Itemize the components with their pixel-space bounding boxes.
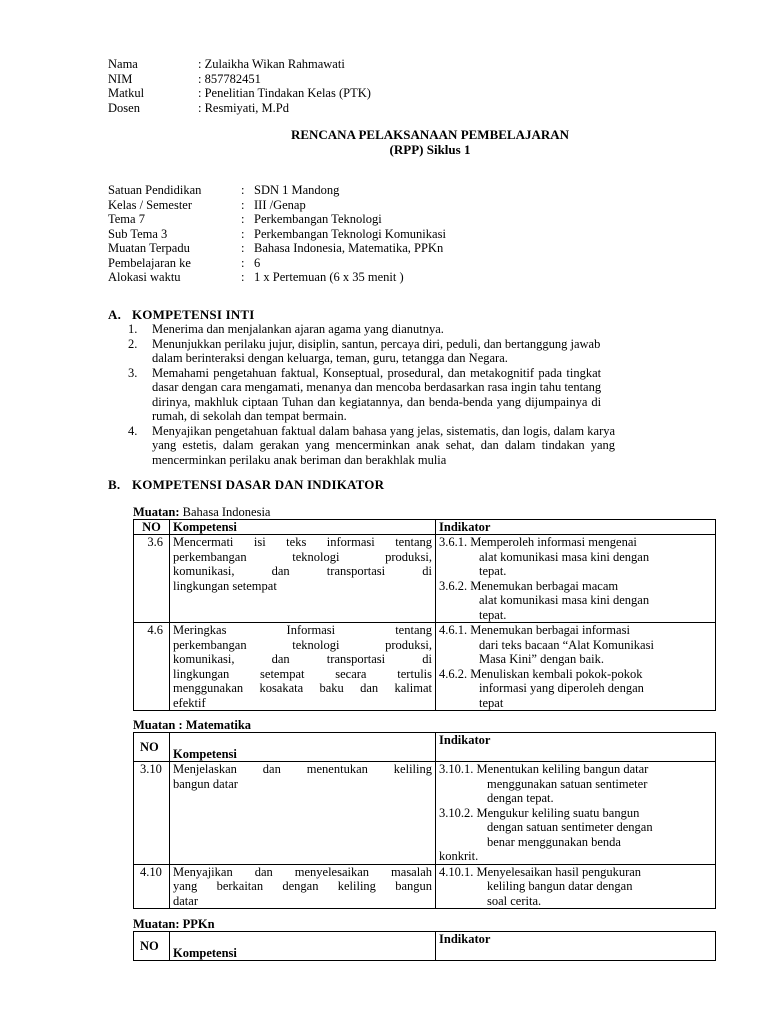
section-letter: B.	[108, 477, 121, 492]
cell-kompetensi	[170, 762, 436, 865]
info-label: Alokasi waktu	[108, 270, 181, 284]
list-text	[152, 322, 444, 337]
cell-line: perkembangan teknologi produksi,	[173, 549, 432, 564]
info-row	[108, 241, 446, 256]
identity-block	[108, 57, 371, 115]
list-number: 2.	[128, 336, 138, 351]
cell-line: Menyajikan dan menyelesaikan masalah	[173, 864, 432, 879]
cell-line: tepat.	[479, 564, 507, 578]
table-row	[134, 623, 716, 711]
table-header-row	[134, 733, 716, 762]
info-value: Perkembangan Teknologi Komunikasi	[254, 226, 446, 241]
cell-line: soal cerita.	[487, 893, 542, 908]
header-indikator: Indikator	[436, 733, 716, 762]
info-block	[108, 183, 446, 285]
table-row	[134, 535, 716, 623]
info-label: Sub Tema 3	[108, 226, 168, 241]
header-no: NO	[134, 733, 170, 762]
info-row	[108, 212, 446, 227]
header-kompetensi: Kompetensi	[170, 932, 436, 961]
list-item	[128, 366, 714, 424]
info-label: Satuan Pendidikan	[108, 183, 202, 197]
identity-row-nama	[108, 57, 371, 72]
info-row	[108, 227, 446, 242]
cell-line: 3.6.2. Menemukan berbagai macam	[439, 578, 619, 593]
section-b-heading	[108, 478, 384, 492]
table-row	[134, 762, 716, 865]
cell-line: 4.6.2. Menuliskan kembali pokok-pokok	[439, 666, 643, 681]
cell-kompetensi	[170, 535, 436, 623]
muatan-bahasa-indonesia-label	[133, 505, 270, 519]
info-label: Pembelajaran ke	[108, 255, 191, 270]
cell-line: Masa Kini” dengan baik.	[479, 652, 604, 666]
list-line: dirinya, makhluk ciptaan Tuhan dan kegiatannya, dan benda-benda yang dijumpainya di	[152, 394, 602, 409]
header-kompetensi: Kompetensi	[170, 520, 436, 535]
cell-kompetensi	[170, 623, 436, 711]
list-line: dasar dengan cara mengamati, menanya dan mencoba berdasarkan rasa ingin tahu tentang	[152, 380, 602, 394]
list-line: Menyajikan pengetahuan faktual dalam bahasa yang jelas, sistematis, dan logis, dalam karya	[152, 423, 616, 438]
cell-line: menggunakan satuan sentimeter	[487, 776, 648, 791]
cell-line: 3.10.2. Mengukur keliling suatu bangun	[439, 805, 640, 820]
cell-line: menggunakan kosakata baku dan kalimat	[173, 681, 432, 695]
cell-indikator	[436, 864, 716, 909]
info-label: Muatan Terpadu	[108, 241, 190, 255]
section-a-heading	[108, 308, 255, 322]
list-number: 3.	[128, 365, 138, 380]
list-item	[128, 337, 714, 366]
table-row	[134, 864, 716, 909]
info-label: Kelas / Semester	[108, 197, 193, 212]
cell-line: alat komunikasi masa kini dengan	[479, 593, 650, 607]
kompetensi-inti-list	[128, 322, 714, 467]
cell-line: Meringkas Informasi tentang	[173, 623, 432, 637]
muatan-label: Muatan: PPKn	[133, 917, 215, 931]
list-text	[152, 366, 601, 424]
document-subtitle: (RPP) Siklus 1	[389, 142, 471, 157]
header-indikator: Indikator	[436, 932, 716, 961]
cell-kompetensi	[170, 864, 436, 909]
info-colon: :	[241, 197, 245, 212]
muatan-matematika-label	[133, 718, 251, 732]
list-number: 4.	[128, 423, 138, 438]
cell-line: dari teks bacaan “Alat Komunikasi	[479, 637, 654, 652]
cell-no: 3.6	[134, 535, 170, 623]
cell-line: 3.6.1. Memperoleh informasi mengenai	[439, 535, 637, 549]
identity-row-nim	[108, 72, 371, 87]
list-number: 1.	[128, 322, 138, 336]
info-colon: :	[241, 226, 245, 241]
list-line: mencerminkan perilaku anak beriman dan berakhlak mulia	[152, 452, 447, 467]
list-text	[152, 337, 600, 366]
identity-label: Matkul	[108, 86, 145, 100]
info-row	[108, 270, 446, 285]
info-label: Tema 7	[108, 212, 145, 226]
list-line: Menunjukkan perilaku jujur, disiplin, santun, percaya diri, peduli, dan bertanggung jawab	[152, 336, 601, 351]
info-row	[108, 198, 446, 213]
list-line: yang estetis, dalam gerakan yang mencerminkan anak sehat, dan dalam tindakan yang	[152, 438, 616, 452]
cell-line: komunikasi, dan transportasi di	[173, 652, 432, 666]
identity-label: Dosen	[108, 100, 140, 115]
info-colon: :	[241, 212, 245, 226]
document-title: RENCANA PELAKSANAAN PEMBELAJARAN	[290, 127, 570, 142]
identity-label: Nama	[108, 57, 138, 71]
cell-line: Menjelaskan dan menentukan keliling	[173, 762, 432, 776]
list-line: Memahami pengetahuan faktual, Konseptual, prosedural, dan metakognitif pada tingkat	[152, 365, 602, 380]
cell-line: komunikasi, dan transportasi di	[173, 564, 432, 578]
identity-label: NIM	[108, 71, 133, 86]
identity-value: : Penelitian Tindakan Kelas (PTK)	[198, 86, 371, 100]
table-ppkn	[133, 931, 716, 961]
info-row	[108, 256, 446, 271]
cell-line: 4.6.1. Menemukan berbagai informasi	[439, 623, 630, 637]
muatan-label: Muatan:	[133, 505, 180, 519]
table-header-row	[134, 520, 716, 535]
cell-line: lingkungan setempat	[173, 578, 277, 593]
cell-line: 3.10.1. Menentukan keliling bangun datar	[439, 762, 649, 776]
identity-value: : 857782451	[198, 71, 261, 86]
list-line: rumah, di sekolah dan tempat bermain.	[152, 409, 347, 423]
table-bahasa-indonesia	[133, 519, 716, 711]
cell-line: lingkungan setempat secara tertulis	[173, 666, 432, 681]
cell-line: Mencermati isi teks informasi tentang	[173, 535, 432, 549]
section-title: KOMPETENSI DASAR DAN INDIKATOR	[132, 477, 385, 492]
cell-line: benar menggunakan benda	[487, 834, 621, 849]
table-matematika	[133, 732, 716, 909]
cell-no: 3.10	[134, 762, 170, 865]
cell-no: 4.10	[134, 864, 170, 909]
cell-line: tepat.	[479, 607, 507, 622]
info-row	[108, 183, 446, 198]
list-text	[152, 424, 615, 468]
header-kompetensi: Kompetensi	[170, 733, 436, 762]
cell-line: efektif	[173, 695, 206, 710]
info-value: 6	[254, 255, 261, 270]
info-value: 1 x Pertemuan (6 x 35 menit )	[254, 270, 404, 284]
cell-line: bangun datar	[173, 776, 238, 791]
cell-line: konkrit.	[439, 849, 479, 863]
cell-line: 4.10.1. Menyelesaikan hasil pengukuran	[439, 864, 642, 879]
header-no: NO	[134, 520, 170, 535]
cell-line: dengan satuan sentimeter dengan	[487, 820, 653, 834]
table-header-row	[134, 932, 716, 961]
info-value: SDN 1 Mandong	[254, 183, 340, 197]
header-indikator: Indikator	[436, 520, 716, 535]
list-line: Menerima dan menjalankan ajaran agama yang dianutnya.	[152, 322, 444, 336]
cell-line: tepat	[479, 695, 504, 710]
cell-indikator	[436, 535, 716, 623]
info-value: III /Genap	[254, 197, 306, 212]
info-colon: :	[241, 270, 245, 284]
list-item	[128, 424, 714, 468]
cell-indikator	[436, 762, 716, 865]
identity-row-matkul	[108, 86, 371, 101]
muatan-ppkn-label	[133, 917, 215, 931]
cell-indikator	[436, 623, 716, 711]
identity-value: : Zulaikha Wikan Rahmawati	[198, 57, 345, 71]
cell-line: dengan tepat.	[487, 791, 554, 805]
list-item	[128, 322, 714, 337]
cell-line: alat komunikasi masa kini dengan	[479, 549, 650, 564]
info-value: Perkembangan Teknologi	[254, 212, 382, 226]
cell-line: yang berkaitan dengan keliling bangun	[173, 879, 432, 893]
section-title: KOMPETENSI INTI	[132, 307, 255, 322]
section-letter: A.	[108, 307, 122, 322]
info-value: Bahasa Indonesia, Matematika, PPKn	[254, 241, 444, 255]
muatan-label: Muatan : Matematika	[133, 718, 252, 732]
cell-line: perkembangan teknologi produksi,	[173, 637, 432, 652]
identity-row-dosen	[108, 101, 371, 116]
cell-no: 4.6	[134, 623, 170, 711]
muatan-value: Bahasa Indonesia	[182, 505, 271, 519]
cell-line: keliling bangun datar dengan	[487, 879, 633, 893]
list-line: dalam berinteraksi dengan keluarga, teman, guru, tetangga dan Negara.	[152, 351, 508, 365]
identity-value: : Resmiyati, M.Pd	[198, 100, 289, 115]
cell-line: datar	[173, 893, 198, 908]
info-colon: :	[241, 241, 245, 255]
header-no: NO	[134, 932, 170, 961]
cell-line: informasi yang diperoleh dengan	[479, 681, 644, 695]
info-colon: :	[241, 255, 245, 270]
info-colon: :	[241, 183, 245, 197]
